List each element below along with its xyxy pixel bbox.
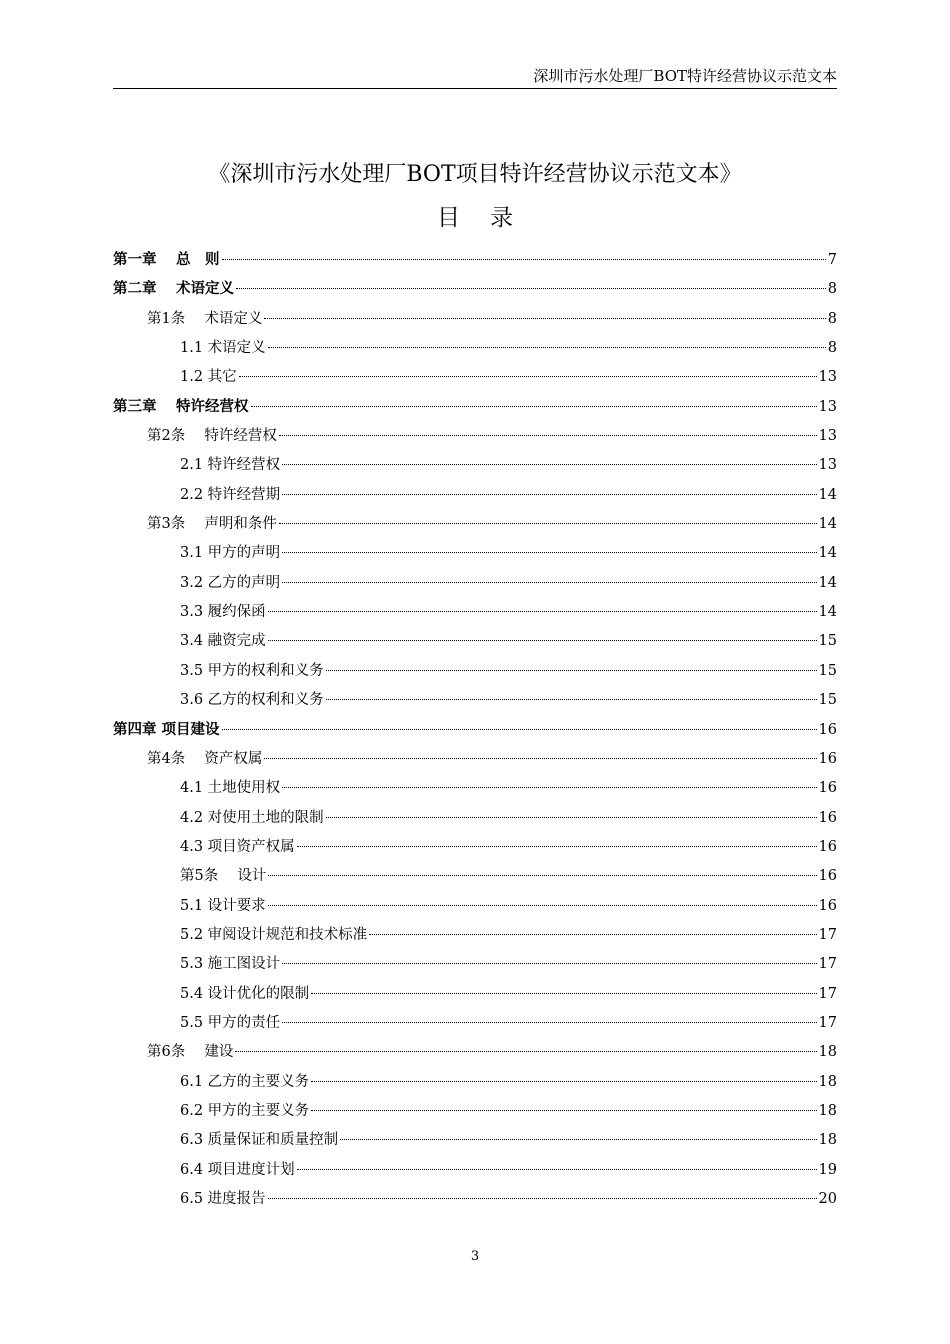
toc-entry-label: 4.2 对使用土地的限制 [180,809,324,826]
toc-entry-page: 18 [818,1132,837,1149]
toc-entry-page: 16 [818,721,837,738]
toc-dot-leader [282,464,816,465]
toc-entry-page: 15 [818,692,837,709]
toc-entry-page: 20 [818,1191,837,1207]
toc-entry-label: 第6条 建设 [147,1044,234,1061]
toc-entry-page: 15 [818,662,837,679]
toc-dot-leader [326,817,817,818]
toc-entry-page: 13 [818,457,837,474]
toc-entry-page: 17 [818,926,837,943]
toc-entry[interactable] [113,334,837,363]
toc-dot-leader [264,318,825,319]
toc-entry[interactable] [113,539,837,568]
toc-entry-page: 16 [818,897,837,914]
toc-entry-page: 18 [818,1102,837,1119]
toc-entry[interactable] [113,1126,837,1155]
toc-entry[interactable] [113,1185,837,1214]
toc-entry-label: 第1条 术语定义 [147,310,263,327]
toc-entry[interactable] [113,1038,837,1067]
toc-entry-label: 第5条 设计 [180,868,267,885]
toc-entry-label: 6.3 质量保证和质量控制 [180,1132,339,1149]
toc-entry[interactable] [113,657,837,686]
toc-entry[interactable] [113,716,837,745]
toc-entry-page: 8 [827,281,837,298]
toc-entry-label: 3.6 乙方的权利和义务 [180,692,324,709]
toc-entry-label: 1.1 术语定义 [180,340,266,357]
toc-dot-leader [235,1051,816,1052]
toc-entry[interactable] [113,1097,837,1126]
toc-dot-leader [222,259,826,260]
toc-dot-leader [282,1022,816,1023]
toc-entry-page: 8 [827,340,837,357]
toc-entry[interactable] [113,686,837,715]
running-header: 深圳市污水处理厂BOT特许经营协议示范文本 [533,67,837,85]
toc-entry[interactable] [113,451,837,480]
toc-entry-label: 第一章 总 则 [113,252,220,268]
toc-dot-leader [282,582,816,583]
toc-entry[interactable] [113,1156,837,1185]
toc-entry-label: 6.5 进度报告 [180,1191,266,1207]
toc-entry-page: 13 [818,369,837,386]
toc-entry-label: 3.4 融资完成 [180,633,266,650]
toc-dot-leader [251,406,817,407]
toc-entry-label: 3.5 甲方的权利和义务 [180,662,324,679]
toc-entry-label: 第3条 声明和条件 [147,516,277,533]
toc-dot-leader [297,1169,817,1170]
toc-entry[interactable] [113,804,837,833]
toc-entry-page: 13 [818,398,837,415]
toc-entry-page: 14 [818,545,837,562]
toc-entry-page: 14 [818,516,837,533]
table-of-contents [113,246,837,1214]
toc-entry-label: 5.1 设计要求 [180,897,266,914]
toc-heading: 目录 [437,205,543,231]
toc-entry-label: 5.2 审阅设计规范和技术标准 [180,926,368,943]
toc-dot-leader [340,1139,816,1140]
toc-entry-page: 17 [818,956,837,973]
toc-dot-leader [297,846,817,847]
toc-entry[interactable] [113,892,837,921]
toc-entry-page: 14 [818,486,837,503]
toc-dot-leader [264,758,816,759]
toc-entry-page: 17 [818,985,837,1002]
toc-dot-leader [326,699,817,700]
toc-entry-label: 2.1 特许经营权 [180,457,281,474]
toc-entry[interactable] [113,598,837,627]
toc-entry[interactable] [113,275,837,304]
toc-entry[interactable] [113,980,837,1009]
toc-entry-label: 3.2 乙方的声明 [180,574,281,591]
toc-entry-label: 3.3 履约保函 [180,604,266,621]
toc-entry-label: 第二章 术语定义 [113,281,235,298]
toc-dot-leader [268,640,817,641]
toc-entry-page: 18 [818,1044,837,1061]
toc-entry-page: 7 [827,252,837,268]
toc-entry-page: 16 [818,809,837,826]
toc-dot-leader [268,905,817,906]
toc-entry-page: 15 [818,633,837,650]
toc-entry[interactable] [113,833,837,862]
toc-dot-leader [279,435,817,436]
toc-entry[interactable] [113,950,837,979]
toc-entry-label: 3.1 甲方的声明 [180,545,281,562]
toc-entry-label: 第2条 特许经营权 [147,428,277,445]
toc-entry-page: 19 [818,1161,837,1178]
toc-dot-leader [311,1081,816,1082]
toc-entry-page: 14 [818,604,837,621]
toc-dot-leader [268,611,817,612]
toc-entry[interactable] [113,627,837,656]
toc-entry-page: 16 [818,838,837,855]
toc-dot-leader [268,875,816,876]
toc-entry[interactable] [113,246,837,275]
toc-dot-leader [282,963,816,964]
toc-dot-leader [279,523,817,524]
toc-entry[interactable] [113,1068,837,1097]
toc-entry-label: 第三章 特许经营权 [113,398,249,415]
toc-entry-page: 17 [818,1014,837,1031]
toc-entry-page: 16 [818,868,837,885]
toc-entry-label: 2.2 特许经营期 [180,486,281,503]
toc-dot-leader [369,934,816,935]
toc-dot-leader [268,347,826,348]
toc-entry-label: 5.4 设计优化的限制 [180,985,310,1002]
toc-entry-page: 13 [818,428,837,445]
toc-dot-leader [311,993,816,994]
toc-dot-leader [282,787,816,788]
toc-entry[interactable] [113,569,837,598]
toc-entry-label: 1.2 其它 [180,369,237,386]
toc-dot-leader [282,552,816,553]
toc-dot-leader [282,494,816,495]
toc-entry-label: 4.3 项目资产权属 [180,838,295,855]
toc-entry-label: 5.5 甲方的责任 [180,1014,281,1031]
toc-entry[interactable] [113,510,837,539]
toc-entry-label: 6.2 甲方的主要义务 [180,1102,310,1119]
toc-entry[interactable] [113,745,837,774]
toc-entry-page: 16 [818,750,837,767]
toc-dot-leader [326,670,817,671]
toc-dot-leader [236,288,826,289]
toc-entry-page: 18 [818,1073,837,1090]
toc-dot-leader [268,1198,817,1199]
toc-entry-label: 第四章 项目建设 [113,721,220,738]
toc-entry-label: 4.1 土地使用权 [180,780,281,797]
toc-entry-label: 第4条 资产权属 [147,750,263,767]
toc-entry-label: 5.3 施工图设计 [180,956,281,973]
toc-entry-page: 8 [827,310,837,327]
toc-dot-leader [239,376,817,377]
toc-entry[interactable] [113,1009,837,1038]
toc-entry[interactable] [113,393,837,422]
toc-entry[interactable] [113,862,837,891]
toc-entry-label: 6.4 项目进度计划 [180,1161,295,1178]
toc-entry[interactable] [113,774,837,803]
document-title: 《深圳市污水处理厂BOT项目特许经营协议示范文本》 [208,162,742,187]
toc-dot-leader [222,729,817,730]
toc-entry[interactable] [113,481,837,510]
toc-entry-page: 16 [818,780,837,797]
toc-entry[interactable] [113,305,837,334]
toc-dot-leader [311,1110,816,1111]
toc-entry-page: 14 [818,574,837,591]
toc-entry[interactable] [113,363,837,392]
toc-entry[interactable] [113,422,837,451]
header-rule [113,88,837,89]
page-number: 3 [470,1249,480,1264]
toc-entry-label: 6.1 乙方的主要义务 [180,1073,310,1090]
toc-entry[interactable] [113,921,837,950]
